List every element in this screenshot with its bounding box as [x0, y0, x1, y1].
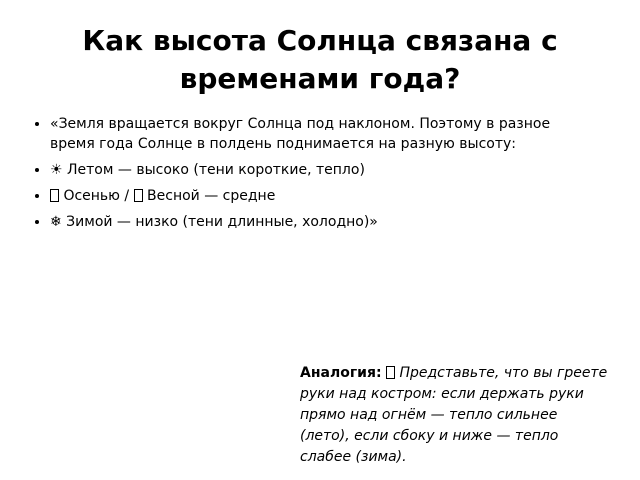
bullet-winter: [50, 212, 570, 232]
bullet-spring-text: Весной — средне: [142, 188, 276, 204]
missing-glyph-icon: [134, 189, 143, 202]
snowflake-icon: ❄: [50, 214, 62, 230]
bullet-autumn-spring: [50, 186, 570, 206]
missing-glyph-icon: [386, 366, 395, 379]
bullet-winter-text: Зимой — низко (тени длинные, холодно)»: [61, 214, 378, 230]
bullet-intro-text: «Земля вращается вокруг Солнца под наклоном. Поэтому в разное время года Солнце в полдень поднимается на разную высоту:: [50, 116, 551, 152]
analogy-label: Аналогия:: [300, 365, 382, 381]
bullet-summer: [50, 160, 570, 180]
analogy-text: Представьте, что вы греете руки над костром: если держать руки прямо над огнём — тепло сильнее (лето), если сбоку и ниже — тепло слабее (зима).: [300, 365, 608, 465]
analogy-box: [300, 363, 610, 468]
bullet-list: [30, 114, 570, 238]
missing-glyph-icon: [50, 189, 59, 202]
sun-icon: ☀: [50, 162, 63, 178]
bullet-summer-text: Летом — высоко (тени короткие, тепло): [62, 162, 365, 178]
slide-title: Как высота Солнца связана с временами года?: [82, 24, 558, 95]
bullet-intro: [50, 114, 570, 154]
bullet-autumn-text: Осенью /: [59, 188, 134, 204]
